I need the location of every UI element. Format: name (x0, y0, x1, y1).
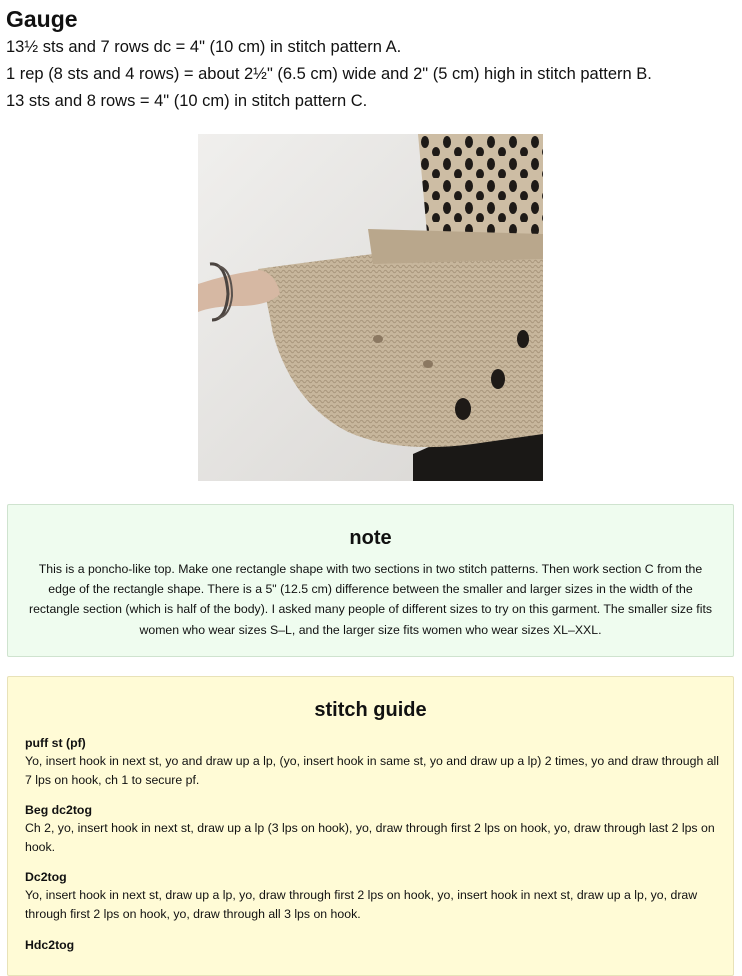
poncho-photo (198, 134, 543, 481)
gauge-heading: Gauge (6, 6, 78, 32)
gauge-line-b: 1 rep (8 sts and 4 rows) = about 2½" (6.5 cm) wide and 2" (5 cm) high in stitch pattern B. (6, 65, 652, 83)
poncho-photo-illustration (198, 134, 543, 481)
stitch-entry-name: puff st (pf) (25, 736, 86, 750)
stitch-entry (25, 868, 719, 923)
gauge-line-a: 13½ sts and 7 rows dc = 4" (10 cm) in stitch pattern A. (6, 38, 402, 56)
stitch-entry (25, 801, 719, 856)
stitch-guide-heading: stitch guide (314, 699, 427, 721)
stitch-entry-text: Yo, insert hook in next st, draw up a lp, yo, draw through first 2 lps on hook, yo, insert hook in next st, draw up a lp, yo, draw through first 2 lps on hook, yo, draw through all 3 lps on hook. (25, 888, 698, 921)
stitch-entry-text: Yo, insert hook in next st, yo and draw up a lp, (yo, insert hook in same st, yo and draw up a lp) 2 times, yo and draw through all 7 lps on hook, ch 1 to secure pf. (25, 754, 720, 787)
stitch-entry (25, 936, 719, 954)
stitch-entry-text: Ch 2, yo, insert hook in next st, draw up a lp (3 lps on hook), yo, draw through first 2 lps on hook, yo, draw through last 2 lps on hook. (25, 821, 715, 854)
stitch-entry-name: Hdc2tog (25, 938, 75, 952)
stitch-entry (25, 734, 719, 789)
stitch-entry-name: Beg dc2tog (25, 803, 92, 817)
stitch-entry-name: Dc2tog (25, 870, 67, 884)
gauge-line-c: 13 sts and 8 rows = 4" (10 cm) in stitch pattern C. (6, 92, 368, 110)
stitch-guide-box (7, 676, 734, 976)
note-box (7, 504, 734, 657)
note-heading: note (349, 527, 392, 549)
note-text: This is a poncho-like top. Make one rectangle shape with two sections in two stitch patterns. Then work section C from the edge of the rectangle shape. There is a 5" (12.5 cm) difference between the smaller and larger sizes in the width of the rectangle section (which is half of the body). I asked many people of different sizes to try on this garment. The smaller size fits women who wear sizes S–L, and the larger size fits women who wear sizes XL–XXL. (28, 562, 713, 637)
